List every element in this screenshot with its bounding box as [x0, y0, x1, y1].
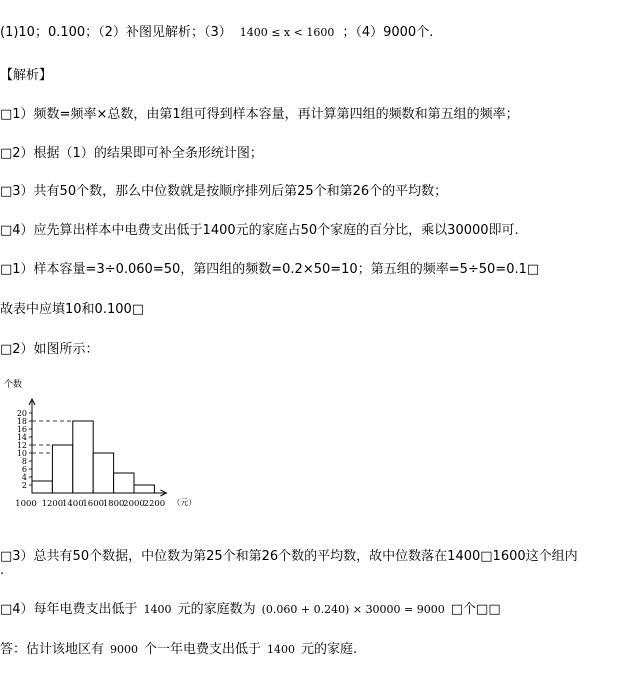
- y-axis-label: 个数: [4, 380, 23, 390]
- x-tick-1600: 1600: [82, 499, 105, 509]
- y-tick-6: 6: [21, 465, 27, 474]
- solution-1: □1）样本容量=3÷0.060=50，第四组的频数=0.2×50=10；第五组的频率=5÷50=0.1□: [0, 262, 540, 277]
- hint-1: □1）频数=频率×总数，由第1组可得到样本容量，再计算第四组的频数和第五组的频率；: [0, 107, 519, 122]
- fill-note: 故表中应填10和0.100□: [0, 302, 145, 317]
- x-tick-2200: 2200: [143, 499, 166, 509]
- formula: (0.060 + 0.240) × 30000 = 9000: [261, 603, 445, 616]
- solution-4-mid: 元的家庭数为: [177, 602, 256, 617]
- final-answer-suffix: 元的家庭.: [301, 642, 358, 657]
- bar-1400-1600: [73, 421, 93, 493]
- hint-4: □4）应先算出样本中电费支出低于1400元的家庭占50个家庭的百分比，乘以30000即可.: [0, 223, 519, 238]
- x-tick-1000: 1000: [15, 499, 37, 509]
- x-unit-label: （元）: [172, 498, 197, 507]
- histogram-chart: [4, 378, 224, 513]
- solution-4: [0, 598, 501, 617]
- y-tick-10: 10: [16, 449, 27, 458]
- y-tick-20: 20: [16, 409, 27, 418]
- median-range: 1400 ≤ x < 1600: [239, 26, 335, 39]
- hint-2: □2）根据（1）的结果即可补全条形统计图；: [0, 146, 263, 161]
- bar-1600-1800: [93, 453, 113, 493]
- final-answer-prefix: 答：估计该地区有: [0, 642, 105, 657]
- solution-3-line1: □3）总共有50个数据，中位数为第25个和第26个数的平均数，故中位数落在1400□1600这个组内: [0, 549, 578, 564]
- y-tick-18: 18: [16, 417, 27, 426]
- solution-3-line2: .: [0, 563, 5, 578]
- y-tick-14: 14: [16, 433, 27, 442]
- solution-4-suffix: □个□□: [450, 602, 501, 617]
- x-tick-1200: 1200: [41, 499, 64, 509]
- solution-2: □2）如图所示：: [0, 342, 99, 357]
- x-tick-2000: 2000: [123, 499, 145, 509]
- answer-line: [0, 21, 433, 40]
- value-1400: 1400: [143, 603, 172, 616]
- bar-1200-1400: [52, 445, 72, 493]
- x-tick-1800: 1800: [102, 499, 125, 509]
- bar-2000-2200: [134, 485, 154, 493]
- x-tick-1400: 1400: [61, 499, 84, 509]
- bar-1800-2000: [114, 473, 134, 493]
- answer-part2: ；（4）9000个.: [342, 25, 434, 40]
- y-tick-4: 4: [21, 473, 27, 482]
- y-tick-16: 16: [16, 425, 27, 434]
- y-tick-8: 8: [21, 457, 27, 466]
- hint-3: □3）共有50个数，那么中位数就是按顺序排列后第25个和第26个的平均数；: [0, 184, 448, 199]
- analysis-heading: 【解析】: [0, 68, 53, 83]
- final-answer: [0, 638, 357, 657]
- y-tick-2: 2: [21, 481, 27, 490]
- value-1400-answer: 1400: [267, 643, 296, 656]
- bar-1000-1200: [32, 481, 52, 493]
- value-9000: 9000: [110, 643, 139, 656]
- solution-4-prefix: □4）每年电费支出低于: [0, 602, 138, 617]
- final-answer-mid: 个一年电费支出低于: [144, 642, 262, 657]
- y-tick-12: 12: [16, 441, 27, 450]
- answer-part1: (1)10；0.100；（2）补图见解析；（3）: [0, 25, 232, 40]
